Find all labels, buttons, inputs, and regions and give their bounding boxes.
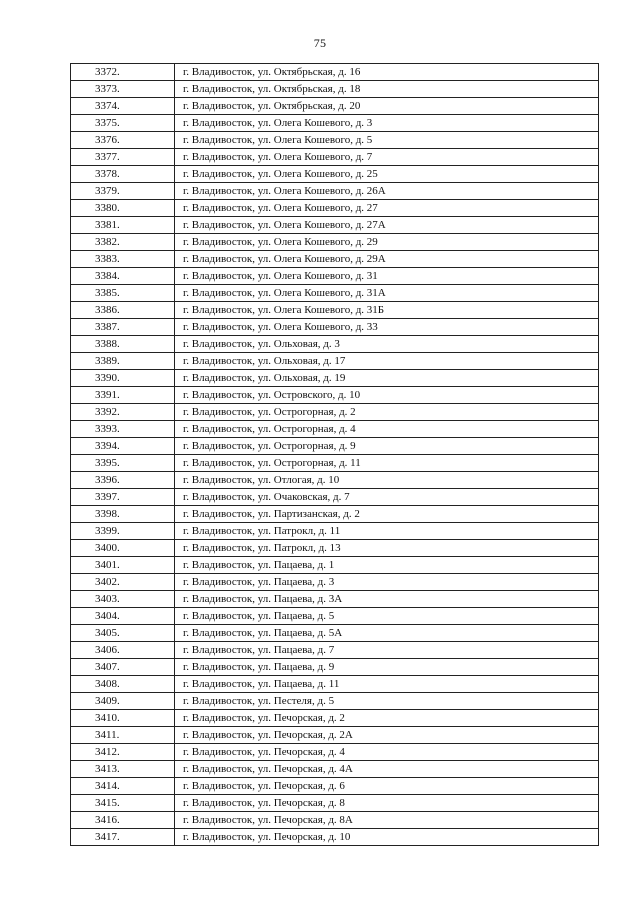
row-address: г. Владивосток, ул. Пацаева, д. 3 (175, 574, 599, 591)
row-address: г. Владивосток, ул. Отлогая, д. 10 (175, 472, 599, 489)
table-row (71, 319, 599, 336)
row-number: 3400. (71, 540, 175, 557)
row-number: 3409. (71, 693, 175, 710)
row-number: 3403. (71, 591, 175, 608)
row-address: г. Владивосток, ул. Патрокл, д. 11 (175, 523, 599, 540)
row-number: 3417. (71, 829, 175, 846)
row-address: г. Владивосток, ул. Олега Кошевого, д. 25 (175, 166, 599, 183)
row-number: 3413. (71, 761, 175, 778)
row-number: 3414. (71, 778, 175, 795)
table-row (71, 591, 599, 608)
row-address: г. Владивосток, ул. Пацаева, д. 5А (175, 625, 599, 642)
row-address: г. Владивосток, ул. Ольховая, д. 19 (175, 370, 599, 387)
table-row (71, 353, 599, 370)
row-address: г. Владивосток, ул. Печорская, д. 4А (175, 761, 599, 778)
table-row (71, 557, 599, 574)
table-row (71, 693, 599, 710)
table-row (71, 523, 599, 540)
row-number: 3412. (71, 744, 175, 761)
row-address: г. Владивосток, ул. Пацаева, д. 1 (175, 557, 599, 574)
row-address: г. Владивосток, ул. Острогорная, д. 4 (175, 421, 599, 438)
table-row (71, 506, 599, 523)
row-number: 3383. (71, 251, 175, 268)
row-number: 3378. (71, 166, 175, 183)
row-number: 3397. (71, 489, 175, 506)
row-number: 3376. (71, 132, 175, 149)
table-row (71, 132, 599, 149)
table-row (71, 540, 599, 557)
row-address: г. Владивосток, ул. Партизанская, д. 2 (175, 506, 599, 523)
row-address: г. Владивосток, ул. Олега Кошевого, д. 31А (175, 285, 599, 302)
table-row (71, 489, 599, 506)
row-number: 3410. (71, 710, 175, 727)
row-number: 3394. (71, 438, 175, 455)
row-address: г. Владивосток, ул. Пацаева, д. 5 (175, 608, 599, 625)
table-row (71, 149, 599, 166)
row-address: г. Владивосток, ул. Олега Кошевого, д. 33 (175, 319, 599, 336)
row-address: г. Владивосток, ул. Печорская, д. 8А (175, 812, 599, 829)
table-row (71, 166, 599, 183)
table-row (71, 285, 599, 302)
row-address: г. Владивосток, ул. Пестеля, д. 5 (175, 693, 599, 710)
row-address: г. Владивосток, ул. Олега Кошевого, д. 3 (175, 115, 599, 132)
row-number: 3387. (71, 319, 175, 336)
row-number: 3395. (71, 455, 175, 472)
row-number: 3374. (71, 98, 175, 115)
page-number: 75 (313, 36, 327, 50)
row-address: г. Владивосток, ул. Печорская, д. 8 (175, 795, 599, 812)
row-address: г. Владивосток, ул. Олега Кошевого, д. 31 (175, 268, 599, 285)
table-row (71, 625, 599, 642)
table-row (71, 421, 599, 438)
row-number: 3393. (71, 421, 175, 438)
table-row (71, 387, 599, 404)
table-row (71, 217, 599, 234)
row-number: 3398. (71, 506, 175, 523)
row-number: 3411. (71, 727, 175, 744)
table-row (71, 642, 599, 659)
row-address: г. Владивосток, ул. Олега Кошевого, д. 5 (175, 132, 599, 149)
row-number: 3390. (71, 370, 175, 387)
row-number: 3399. (71, 523, 175, 540)
row-number: 3405. (71, 625, 175, 642)
row-address: г. Владивосток, ул. Олега Кошевого, д. 31Б (175, 302, 599, 319)
table-row (71, 608, 599, 625)
table-row (71, 727, 599, 744)
table-row (71, 336, 599, 353)
table-row (71, 302, 599, 319)
row-number: 3396. (71, 472, 175, 489)
table-row (71, 268, 599, 285)
row-address: г. Владивосток, ул. Олега Кошевого, д. 27 (175, 200, 599, 217)
row-address: г. Владивосток, ул. Печорская, д. 10 (175, 829, 599, 846)
row-number: 3379. (71, 183, 175, 200)
row-number: 3377. (71, 149, 175, 166)
row-number: 3402. (71, 574, 175, 591)
row-address: г. Владивосток, ул. Островского, д. 10 (175, 387, 599, 404)
table-row (71, 812, 599, 829)
row-number: 3384. (71, 268, 175, 285)
row-address: г. Владивосток, ул. Октябрьская, д. 18 (175, 81, 599, 98)
table-row (71, 744, 599, 761)
row-number: 3415. (71, 795, 175, 812)
address-table (70, 63, 599, 846)
row-address: г. Владивосток, ул. Олега Кошевого, д. 26А (175, 183, 599, 200)
row-address: г. Владивосток, ул. Октябрьская, д. 16 (175, 64, 599, 81)
row-number: 3406. (71, 642, 175, 659)
row-number: 3408. (71, 676, 175, 693)
row-address: г. Владивосток, ул. Печорская, д. 2 (175, 710, 599, 727)
table-row (71, 370, 599, 387)
row-address: г. Владивосток, ул. Патрокл, д. 13 (175, 540, 599, 557)
row-number: 3380. (71, 200, 175, 217)
row-address: г. Владивосток, ул. Олега Кошевого, д. 27А (175, 217, 599, 234)
row-number: 3404. (71, 608, 175, 625)
row-address: г. Владивосток, ул. Олега Кошевого, д. 29 (175, 234, 599, 251)
row-number: 3386. (71, 302, 175, 319)
row-number: 3392. (71, 404, 175, 421)
row-number: 3372. (71, 64, 175, 81)
row-address: г. Владивосток, ул. Пацаева, д. 7 (175, 642, 599, 659)
table-row (71, 98, 599, 115)
row-number: 3391. (71, 387, 175, 404)
table-row (71, 234, 599, 251)
row-number: 3382. (71, 234, 175, 251)
row-number: 3401. (71, 557, 175, 574)
table-row (71, 251, 599, 268)
table-row (71, 472, 599, 489)
row-address: г. Владивосток, ул. Острогорная, д. 9 (175, 438, 599, 455)
table-row (71, 659, 599, 676)
table-row (71, 183, 599, 200)
row-address: г. Владивосток, ул. Очаковская, д. 7 (175, 489, 599, 506)
row-number: 3385. (71, 285, 175, 302)
row-number: 3381. (71, 217, 175, 234)
address-table-body (71, 64, 599, 846)
row-address: г. Владивосток, ул. Олега Кошевого, д. 29А (175, 251, 599, 268)
row-address: г. Владивосток, ул. Ольховая, д. 3 (175, 336, 599, 353)
row-address: г. Владивосток, ул. Пацаева, д. 11 (175, 676, 599, 693)
table-row (71, 778, 599, 795)
table-row (71, 676, 599, 693)
row-address: г. Владивосток, ул. Острогорная, д. 2 (175, 404, 599, 421)
table-row (71, 455, 599, 472)
table-row (71, 81, 599, 98)
table-row (71, 574, 599, 591)
table-row (71, 115, 599, 132)
table-row (71, 200, 599, 217)
row-address: г. Владивосток, ул. Печорская, д. 2А (175, 727, 599, 744)
row-number: 3373. (71, 81, 175, 98)
table-row (71, 761, 599, 778)
row-number: 3416. (71, 812, 175, 829)
row-number: 3389. (71, 353, 175, 370)
row-address: г. Владивосток, ул. Октябрьская, д. 20 (175, 98, 599, 115)
row-number: 3388. (71, 336, 175, 353)
row-address: г. Владивосток, ул. Олега Кошевого, д. 7 (175, 149, 599, 166)
table-row (71, 404, 599, 421)
table-row (71, 829, 599, 846)
row-address: г. Владивосток, ул. Острогорная, д. 11 (175, 455, 599, 472)
row-address: г. Владивосток, ул. Пацаева, д. 9 (175, 659, 599, 676)
table-row (71, 710, 599, 727)
row-address: г. Владивосток, ул. Ольховая, д. 17 (175, 353, 599, 370)
row-address: г. Владивосток, ул. Печорская, д. 4 (175, 744, 599, 761)
row-number: 3375. (71, 115, 175, 132)
table-row (71, 438, 599, 455)
row-number: 3407. (71, 659, 175, 676)
table-row (71, 64, 599, 81)
table-row (71, 795, 599, 812)
row-address: г. Владивосток, ул. Пацаева, д. 3А (175, 591, 599, 608)
row-address: г. Владивосток, ул. Печорская, д. 6 (175, 778, 599, 795)
